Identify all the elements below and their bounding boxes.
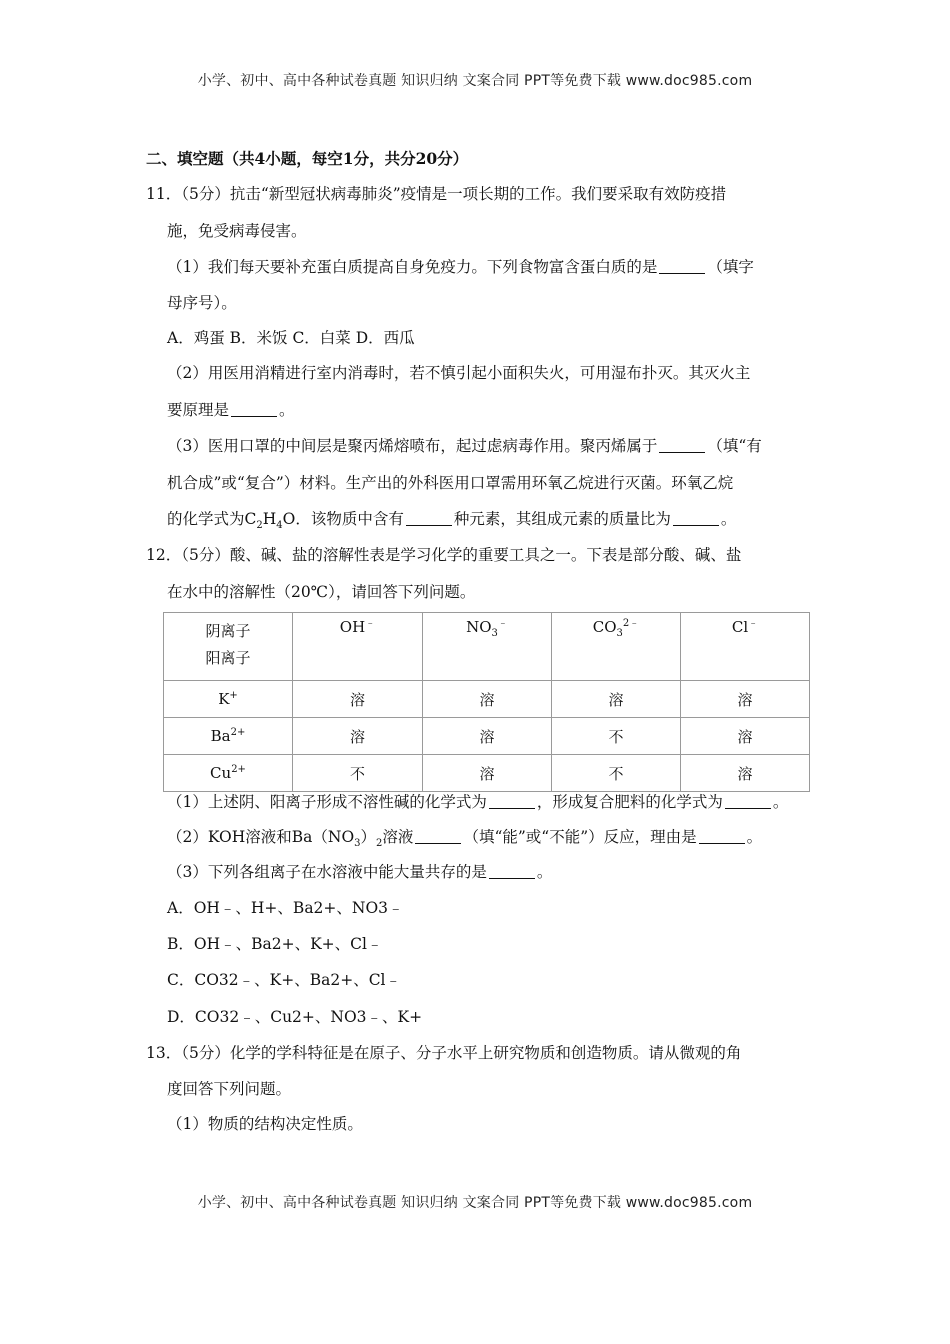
row-header-ba: $Ba^{2+}$ xyxy=(164,718,293,755)
q11-part3-cont: 机合成”或“复合”）材料。生产出的外科医用口罩需用环氧乙烷进行灭菌。环氧乙烷 xyxy=(167,474,734,492)
q12-part2: （2）KOH溶液和$Ba(NO_3)_2$溶液 （填“能”或“不能”）反应，理由是 。 xyxy=(167,828,763,850)
answer-blank[interactable] xyxy=(231,401,277,417)
q11-line1: 11．（5分）抗击“新型冠状病毒肺炎”疫情是一项长期的工作。我们要采取有效防疫措 xyxy=(146,185,727,203)
table-cell: 不 xyxy=(552,755,681,792)
answer-blank[interactable] xyxy=(489,793,535,809)
q12-line2: 在水中的溶解性（20℃），请回答下列问题。 xyxy=(167,583,476,601)
answer-blank[interactable] xyxy=(659,258,705,274)
table-cell: 溶 xyxy=(681,718,810,755)
q12-option-a: A．OH﹣、H+、Ba2+、NO3﹣ xyxy=(167,899,404,917)
q12-option-b: B．OH﹣、Ba2+、K+、Cl﹣ xyxy=(167,935,383,953)
col-header-cl: Cl﹣ xyxy=(681,613,810,681)
answer-blank[interactable] xyxy=(406,510,452,526)
answer-blank[interactable] xyxy=(673,510,719,526)
q11-part1: （1）我们每天要补充蛋白质提高自身免疫力。下列食物富含蛋白质的是 （填字 xyxy=(167,258,754,276)
page-footer: 小学、初中、高中各种试卷真题 知识归纳 文案合同 PPT等免费下载 www.doc985.com xyxy=(197,1195,753,1211)
q13-line2: 度回答下列问题。 xyxy=(167,1080,292,1098)
q11-part2: （2）用医用消精进行室内消毒时，若不慎引起小面积失火，可用湿布扑灭。其灭火主 xyxy=(167,364,751,382)
q11-part3-formula-line: 的化学式为$C_2H_4O$．该物质中含有 种元素，其组成元素的质量比为 。 xyxy=(167,510,737,532)
table-row xyxy=(164,681,810,718)
table-cell: 不 xyxy=(552,718,681,755)
q12-line1: 12．（5分）酸、碱、盐的溶解性表是学习化学的重要工具之一。下表是部分酸、碱、盐 xyxy=(146,546,742,564)
row-header-cu: $Cu^{2+}$ xyxy=(164,755,293,792)
solubility-table xyxy=(163,612,810,792)
q12-option-d: D．CO32﹣、Cu2+、NO3﹣、K+ xyxy=(167,1008,423,1026)
table-cell: 溶 xyxy=(681,755,810,792)
q11-line2: 施，免受病毒侵害。 xyxy=(167,222,307,240)
answer-blank[interactable] xyxy=(489,863,535,879)
table-row xyxy=(164,718,810,755)
table-cell: 溶 xyxy=(293,681,423,718)
answer-blank[interactable] xyxy=(699,828,745,844)
table-row xyxy=(164,755,810,792)
q12-part3: （3）下列各组离子在水溶液中能大量共存的是 。 xyxy=(167,863,553,881)
table-cell: 溶 xyxy=(681,681,810,718)
q11-options: A．鸡蛋 B．米饭 C．白菜 D．西瓜 xyxy=(167,329,415,347)
row-header-k: K+ xyxy=(164,681,293,718)
q11-part2-cont: 要原理是 。 xyxy=(167,401,295,419)
col-header-no3: $NO_3^﹣$ xyxy=(423,613,552,681)
q13-line1: 13．（5分）化学的学科特征是在原子、分子水平上研究物质和创造物质。请从微观的角 xyxy=(146,1044,742,1062)
col-header-oh: OH﹣ xyxy=(293,613,423,681)
table-cell: 溶 xyxy=(552,681,681,718)
answer-blank[interactable] xyxy=(725,793,771,809)
page-header: 小学、初中、高中各种试卷真题 知识归纳 文案合同 PPT等免费下载 www.doc985.com xyxy=(197,73,753,89)
section-title: 二、填空题（共4小题，每空1分，共分20分） xyxy=(146,149,469,168)
answer-blank[interactable] xyxy=(659,437,705,453)
q11-part1-cont: 母序号）。 xyxy=(167,294,237,312)
table-corner-cell: 阴离子 阳离子 xyxy=(164,613,293,681)
table-cell: 不 xyxy=(293,755,423,792)
table-cell: 溶 xyxy=(293,718,423,755)
table-cell: 溶 xyxy=(423,681,552,718)
q13-part1: （1）物质的结构决定性质。 xyxy=(167,1115,363,1133)
q11-part3: （3）医用口罩的中间层是聚丙烯熔喷布，起过虑病毒作用。聚丙烯属于 （填“有 xyxy=(167,437,762,455)
q12-option-c: C．CO32﹣、K+、Ba2+、Cl﹣ xyxy=(167,971,402,989)
table-header-row xyxy=(164,613,810,681)
table-cell: 溶 xyxy=(423,718,552,755)
q12-part1: （1）上述阴、阳离子形成不溶性碱的化学式为 ，形成复合肥料的化学式为 。 xyxy=(167,793,789,811)
answer-blank[interactable] xyxy=(415,828,461,844)
table-cell: 溶 xyxy=(423,755,552,792)
col-header-co3: $CO_3^{2﹣}$ xyxy=(552,613,681,681)
